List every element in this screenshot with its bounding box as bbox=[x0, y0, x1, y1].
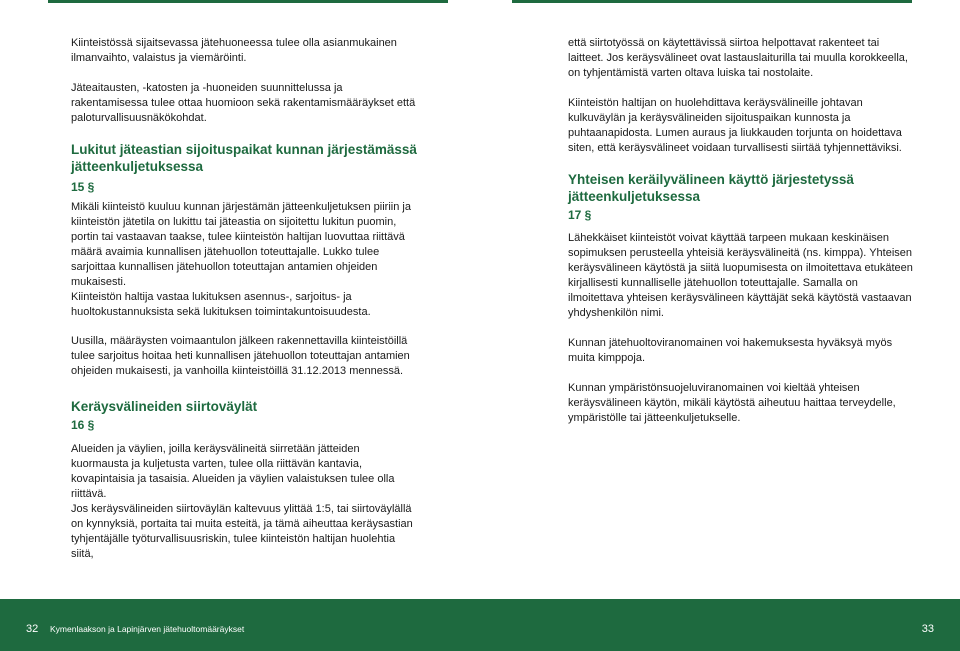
page-number-right: 33 bbox=[921, 623, 934, 635]
paragraph: Jäteaitausten, -katosten ja -huoneiden suunnittelussa ja rakentamisessa tulee ottaa huomioon sekä rakentamismääräykset että paloturvallisuusnäkökohdat. bbox=[71, 82, 416, 124]
paragraph: Kunnan jätehuoltoviranomainen voi hakemuksesta hyväksyä myös muita kimppoja. bbox=[568, 337, 893, 364]
page-number-left: 32 bbox=[26, 623, 39, 635]
paragraph: Kunnan ympäristönsuojeluviranomainen voi kieltää yhteisen keräysvälineen käytön, mikäli käytöstä aiheutuu haittaa terveydelle, ympäristölle tai jätteenkuljetukselle. bbox=[568, 382, 896, 424]
paragraph: että siirtotyössä on käytettävissä siirtoa helpottavat rakenteet tai laitteet. Jos keräysvälineet ovat lastauslaiturilla tai muulla korokkeella, on tyhjentämistä varten oltava luiska tai nostolaite. bbox=[568, 37, 908, 79]
paragraph: Kiinteistön haltijan on huolehdittava keräysvälineille johtavan kulkuväylän ja keräysvälineiden sijoituspaikan kunnosta ja puhtaanapidosta. Lumen auraus ja liukkauden torjunta on hoidettava siten, että keräysvälineet voidaan turvallisesti siirtää tyhjennettäviksi. bbox=[568, 97, 902, 154]
section-number: 15 § bbox=[71, 180, 95, 194]
paragraph: Lähekkäiset kiinteistöt voivat käyttää tarpeen mukaan keskinäisen sopimuksen perusteella yhteisiä keräysvälineitä (ns. kimppa). Yhteisen keräysvälineen käytöstä ja siitä luopumisesta on ilmoitettava etukäteen kirjallisesti kunnalliselle jätehuollon toteuttajalle. Samalla on ilmoitettava yhteisen keräysvälineen käyttäjät sekä käytöstä vastaavan yhdyshenkilön nimi. bbox=[568, 232, 913, 319]
paragraph: Alueiden ja väylien, joilla keräysvälineitä siirretään jätteiden kuormausta ja kuljetusta varten, tulee olla riittävän kantavia, kovapintaisia ja tasaisia. Alueiden ja väylien valaistuksen tulee olla riittävä. bbox=[71, 443, 395, 500]
paragraph: Jos keräysvälineiden siirtoväylän kaltevuus ylittää 1:5, tai siirtoväylällä on kynnyksiä, portaita tai muita esteitä, ja tämä aiheuttaa keräysastian tyhjentäjälle työturvallisuusriskin, tulee kiinteistön haltijan huolehtia siitä, bbox=[71, 503, 413, 560]
section-heading: Lukitut jäteastian sijoituspaikat kunnan järjestämässä jätteenkuljetuksessa bbox=[71, 142, 417, 174]
page-footer bbox=[0, 599, 960, 651]
footer-title: Kymenlaakson ja Lapinjärven jätehuoltomääräykset bbox=[50, 624, 245, 634]
top-rule-right bbox=[512, 0, 912, 3]
paragraph: Mikäli kiinteistö kuuluu kunnan järjestämän jätteenkuljetuksen piiriin ja kiinteistön jätetila on lukittu tai jäteastia on sijoitettu lukitun puomin, portin tai vastaavan taakse, tulee kiinteistön haltijan luovuttaa riittävä määrä avaimia kunnallisen jätehuollon toteuttajalle. Lukko tulee sarjoittaa kunnallisen jätehuollon toteuttajan antamien ohjeiden mukaisesti. bbox=[71, 201, 411, 288]
section-number: 17 § bbox=[568, 208, 592, 222]
paragraph: Uusilla, määräysten voimaantulon jälkeen rakennettavilla kiinteistöillä tulee sarjoitus hoitaa heti kunnallisen jätehuollon toteuttajan antamien ohjeiden mukaisesti, ja vanhoilla kiinteistöillä 31.12.2013 mennessä. bbox=[71, 335, 410, 377]
section-heading: Keräysvälineiden siirtoväylät bbox=[71, 399, 258, 414]
paragraph: Kiinteistössä sijaitsevassa jätehuoneessa tulee olla asianmukainen ilmanvaihto, valaistus ja viemäröinti. bbox=[71, 37, 397, 64]
top-rule-left bbox=[48, 0, 448, 3]
paragraph: Kiinteistön haltija vastaa lukituksen asennus-, sarjoitus- ja huoltokustannuksista sekä lukituksen toimintakuntoisuudesta. bbox=[71, 291, 371, 318]
section-heading: Yhteisen keräilyvälineen käyttö järjestetyssä jätteenkuljetuksessa bbox=[568, 172, 854, 204]
section-number: 16 § bbox=[71, 418, 95, 432]
